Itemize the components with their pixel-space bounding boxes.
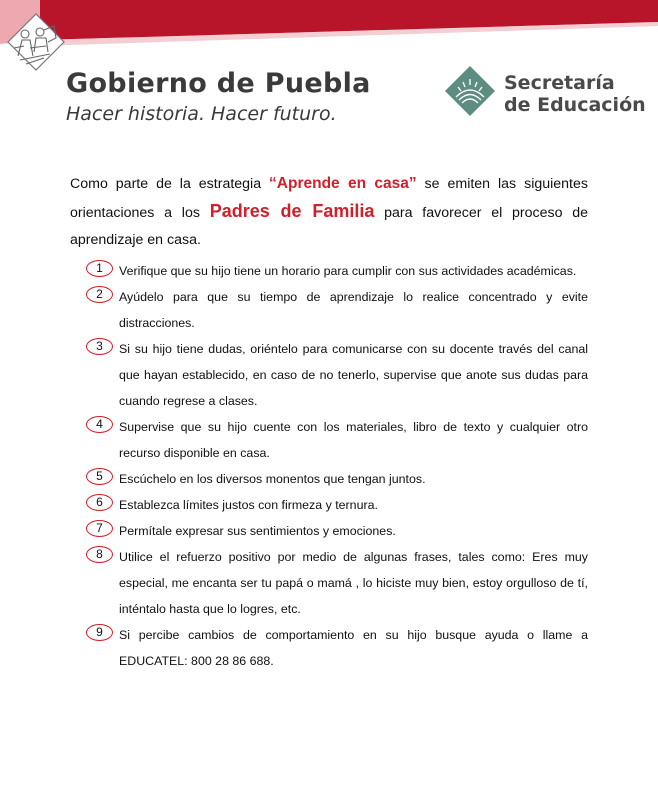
list-item [86, 336, 588, 414]
item-text: Si percibe cambios de comportamiento en su hijo busque ayuda o llame a EDUCATEL: 800 28 86 688. [119, 628, 588, 668]
item-number-badge: 7 [86, 520, 113, 537]
item-text: Permítale expresar sus sentimientos y emociones. [119, 524, 396, 538]
intro-paragraph [70, 170, 588, 254]
item-number-badge: 1 [86, 260, 113, 277]
list-item [86, 258, 588, 284]
government-slogan: Hacer historia. Hacer futuro. [66, 103, 337, 125]
intro-text-3: para favorecer el proceso de aprendizaje en casa. [70, 205, 588, 248]
item-text: Verifique que su hijo tiene un horario para cumplir con sus actividades académicas. [119, 264, 577, 278]
list-item [86, 284, 588, 336]
item-number-badge: 5 [86, 468, 113, 485]
aprende-en-casa-highlight: “Aprende en casa” [269, 175, 417, 192]
sep-name-line2: de Educación [504, 94, 646, 116]
item-number-badge: 2 [86, 286, 113, 303]
item-number-badge: 4 [86, 416, 113, 433]
intro-text-2: se emiten las siguientes orientaciones a los [70, 176, 588, 221]
list-item [86, 622, 588, 674]
item-number-badge: 8 [86, 546, 113, 563]
item-text: Si su hijo tiene dudas, oriéntelo para comunicarse con su docente través del canal que hayan establecido, en caso de no tenerlo, supervise que anote sus dudas para cuando regrese a clases. [119, 342, 588, 408]
recommendations-list [86, 262, 588, 678]
list-item [86, 518, 588, 544]
puebla-emblem-icon [0, 8, 70, 88]
item-text: Supervise que su hijo cuente con los materiales, libro de texto y cualquier otro recurso disponible en casa. [119, 420, 588, 460]
sep-name-line1: Secretaría [504, 72, 615, 94]
item-number-badge: 6 [86, 494, 113, 511]
sep-logo-icon [444, 65, 496, 117]
item-text: Utilice el refuerzo positivo por medio de algunas frases, tales como: Eres muy especial, me encanta ser tu papá o mamá , lo hiciste muy bien, estoy orgulloso de tí, inténtalo hasta que lo logres, etc. [119, 550, 588, 616]
list-item [86, 466, 588, 492]
item-number-badge: 3 [86, 338, 113, 355]
item-number-badge: 9 [86, 624, 113, 641]
list-item [86, 492, 588, 518]
intro-text-1: Como parte de la estrategia [70, 176, 270, 192]
list-item [86, 414, 588, 466]
item-text: Establezca límites justos con firmeza y ternura. [119, 498, 378, 512]
item-text: Escúchelo en los diversos monentos que tengan juntos. [119, 472, 426, 486]
header-red-bar [0, 0, 658, 60]
item-text: Ayúdelo para que su tiempo de aprendizaje lo realice concentrado y evite distracciones. [119, 290, 588, 330]
sep-name [504, 72, 646, 116]
government-title: Gobierno de Puebla [66, 68, 371, 99]
list-item [86, 544, 588, 622]
padres-de-familia-highlight: Padres de Familia [209, 201, 375, 221]
